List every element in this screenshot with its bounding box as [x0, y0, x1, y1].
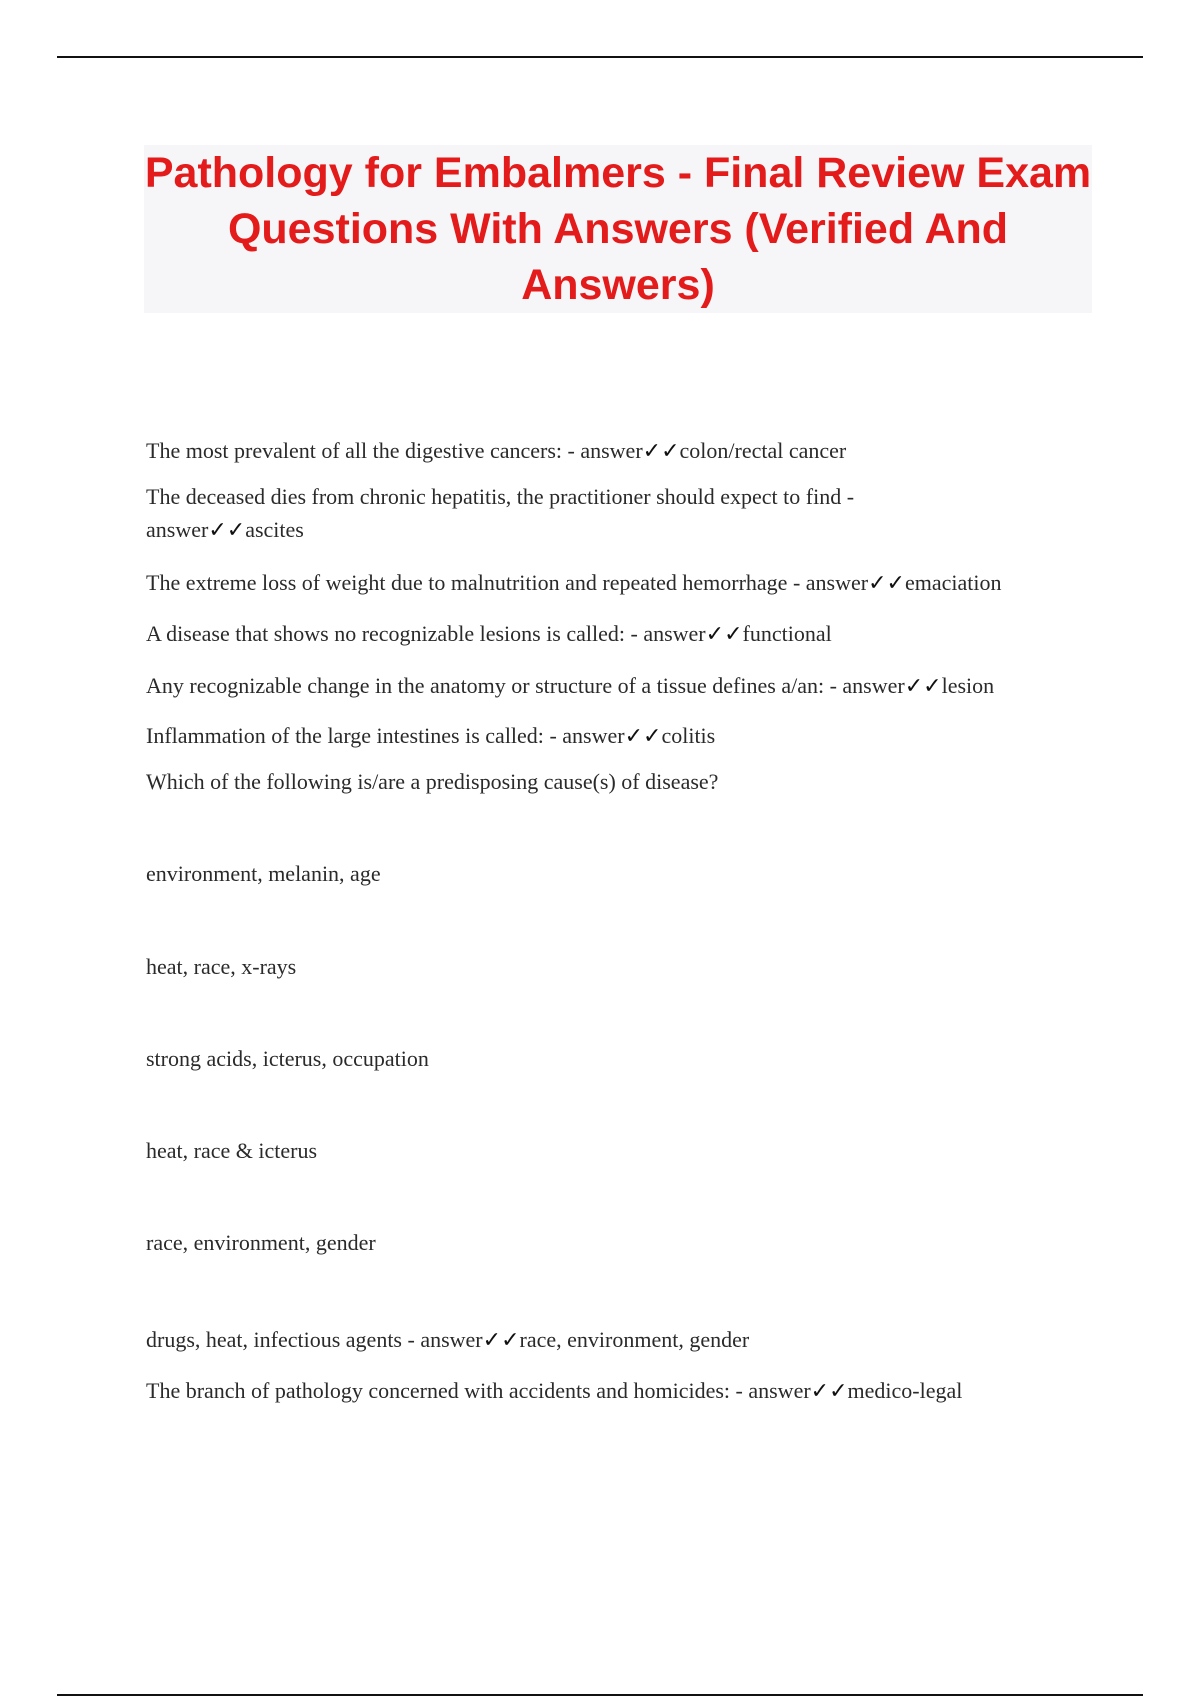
qa-item-3	[146, 566, 1106, 599]
double-check-icon: ✓✓	[705, 621, 743, 646]
double-check-icon: ✓✓	[810, 1378, 848, 1403]
qa-item-2	[146, 480, 946, 546]
answer-prefix: - answer	[787, 570, 869, 595]
double-check-icon: ✓✓	[904, 673, 942, 698]
qa-item-7-answer	[146, 1323, 1106, 1356]
question-text: The extreme loss of weight due to malnutrition and repeated hemorrhage	[146, 570, 788, 595]
answer-text: medico-legal	[847, 1378, 963, 1403]
option-text: heat, race & icterus	[146, 1138, 318, 1163]
answer-prefix: - answer	[562, 438, 643, 463]
qa-item-4	[146, 617, 1106, 650]
answer-text: colon/rectal cancer	[679, 438, 847, 463]
answer-prefix: - answer	[625, 621, 706, 646]
document-title: Pathology for Embalmers - Final Review Exam Questions With Answers (Verified And Answers)	[144, 149, 1092, 309]
answer-text: colitis	[661, 723, 716, 748]
question-text: The deceased dies from chronic hepatitis, the practitioner should expect to find	[146, 484, 842, 509]
qa-item-8	[146, 1374, 1106, 1407]
answer-text: functional	[742, 621, 832, 646]
qa-item-6	[146, 719, 1106, 752]
qa-item-5	[146, 669, 1106, 702]
qa-item-1	[146, 434, 1106, 467]
double-check-icon: ✓✓	[482, 1327, 520, 1352]
question-text: A disease that shows no recognizable lesions is called:	[146, 621, 625, 646]
double-check-icon: ✓✓	[624, 723, 662, 748]
answer-prefix: - answer	[543, 723, 625, 748]
double-check-icon: ✓✓	[208, 517, 246, 542]
title-banner	[144, 145, 1092, 313]
answer-prefix: - answer	[146, 484, 855, 542]
option-line	[146, 857, 1106, 890]
double-check-icon: ✓✓	[642, 438, 680, 463]
question-text: Which of the following is/are a predisposing cause(s) of disease?	[146, 769, 719, 794]
option-text: strong acids, icterus, occupation	[146, 1046, 429, 1071]
question-text: The branch of pathology concerned with accidents and homicides:	[146, 1378, 731, 1403]
option-text: race, environment, gender	[146, 1230, 376, 1255]
top-rule	[57, 56, 1143, 58]
option-line	[146, 1134, 1106, 1167]
option-line	[146, 1042, 1106, 1075]
answer-text: emaciation	[904, 570, 1002, 595]
answer-text: race, environment, gender	[519, 1327, 750, 1352]
option-line	[146, 1226, 1106, 1259]
option-text: heat, race, x-rays	[146, 954, 297, 979]
bottom-rule	[57, 1694, 1143, 1696]
option-text: drugs, heat, infectious agents	[146, 1327, 402, 1352]
option-line	[146, 950, 1106, 983]
qa-item-7-question	[146, 765, 1106, 798]
answer-prefix: - answer	[824, 673, 905, 698]
question-text: Inflammation of the large intestines is called:	[146, 723, 544, 748]
question-text: The most prevalent of all the digestive cancers:	[146, 438, 563, 463]
answer-prefix: - answer	[402, 1327, 483, 1352]
answer-prefix: - answer	[730, 1378, 811, 1403]
option-text: environment, melanin, age	[146, 861, 381, 886]
double-check-icon: ✓✓	[868, 570, 905, 595]
answer-text: lesion	[941, 673, 995, 698]
answer-text: ascites	[245, 517, 304, 542]
question-text: Any recognizable change in the anatomy or structure of a tissue defines a/an:	[146, 673, 825, 698]
